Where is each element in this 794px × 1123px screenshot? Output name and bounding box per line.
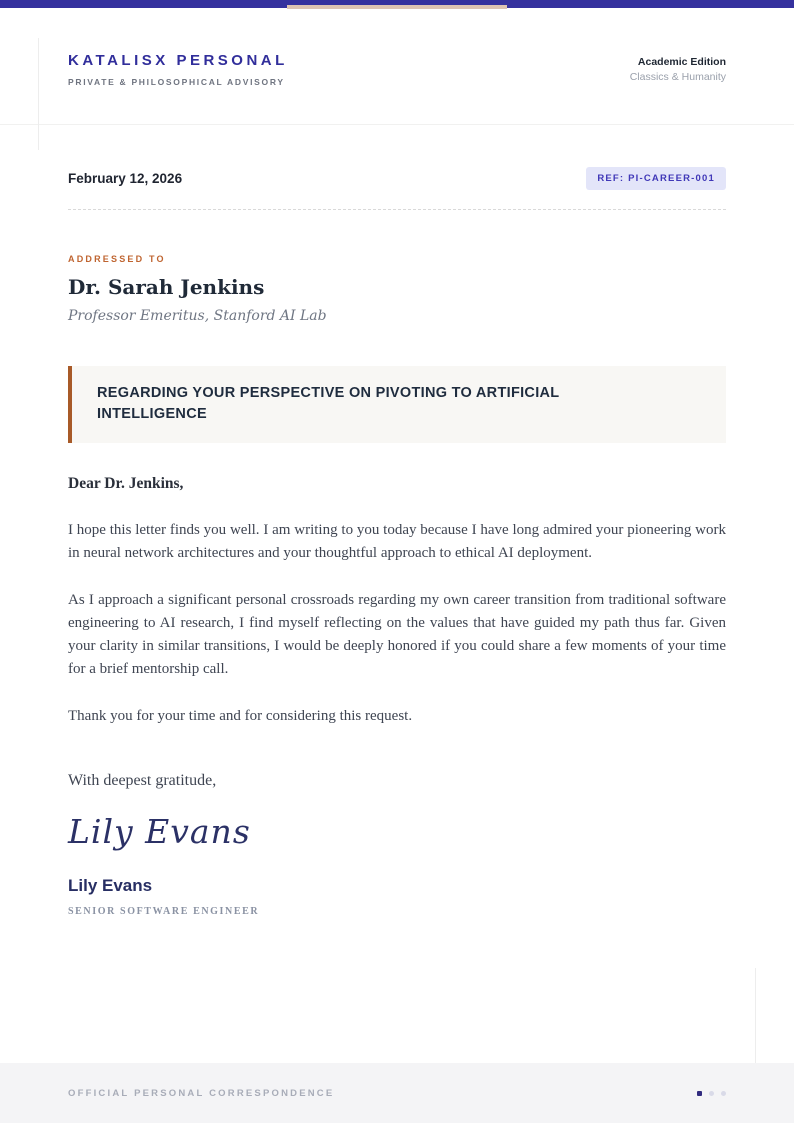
paragraph-2: As I approach a significant personal crossroads regarding my own career transition from traditional software engineering to AI research, I find myself reflecting on the values that have guided my path thus far. Given your clarity in similar transitions, I would be deeply honored if you could share a few moments of your time for a brief mentorship call. xyxy=(68,591,726,677)
footer-label: OFFICIAL PERSONAL CORRESPONDENCE xyxy=(68,1087,335,1099)
recipient-title: Professor Emeritus, Stanford AI Lab xyxy=(68,308,327,324)
paragraph-1: I hope this letter finds you well. I am writing to you today because I have long admired your pioneering work in neural network architectures and your thoughtful approach to ethical AI deployment. xyxy=(68,521,726,561)
recipient-block xyxy=(68,254,726,324)
top-accent-tab xyxy=(287,5,507,9)
letter-date: February 12, 2026 xyxy=(68,171,183,186)
addressed-to-label: ADDRESSED TO xyxy=(68,254,166,264)
date-ref-row xyxy=(68,167,726,190)
page-dot-1[interactable] xyxy=(697,1091,702,1096)
paragraph-3: Thank you for your time and for considering this request. xyxy=(68,707,413,724)
greeting: Dear Dr. Jenkins, xyxy=(68,474,184,492)
subject-block xyxy=(68,366,726,443)
top-accent-bar xyxy=(0,0,794,8)
decorative-line-left xyxy=(38,38,39,150)
edition-subtitle: Classics & Humanity xyxy=(629,71,726,83)
letterhead xyxy=(0,0,794,125)
reference-badge: REF: PI-CAREER-001 xyxy=(586,167,726,190)
closing-line: With deepest gratitude, xyxy=(68,771,217,789)
brand-block xyxy=(68,52,288,87)
edition-title: Academic Edition xyxy=(637,56,726,68)
letter-body xyxy=(0,475,794,917)
edition-block xyxy=(630,56,726,83)
sender-name: Lily Evans xyxy=(68,875,153,895)
page-dot-2[interactable] xyxy=(709,1091,714,1096)
page-footer xyxy=(0,1063,794,1123)
page-dot-3[interactable] xyxy=(721,1091,726,1096)
brand-title: KATALISX PERSONAL xyxy=(68,52,288,69)
sender-title: SENIOR SOFTWARE ENGINEER xyxy=(68,905,260,917)
decorative-line-right xyxy=(755,968,756,1063)
subject-line: REGARDING YOUR PERSPECTIVE ON PIVOTING TO ARTIFICIAL INTELLIGENCE xyxy=(97,385,560,423)
handwritten-signature: Lily Evans xyxy=(68,811,251,851)
brand-tagline: PRIVATE & PHILOSOPHICAL ADVISORY xyxy=(68,77,285,87)
dashed-divider xyxy=(68,209,726,210)
recipient-name: Dr. Sarah Jenkins xyxy=(68,275,265,299)
pagination-dots xyxy=(697,1091,726,1096)
